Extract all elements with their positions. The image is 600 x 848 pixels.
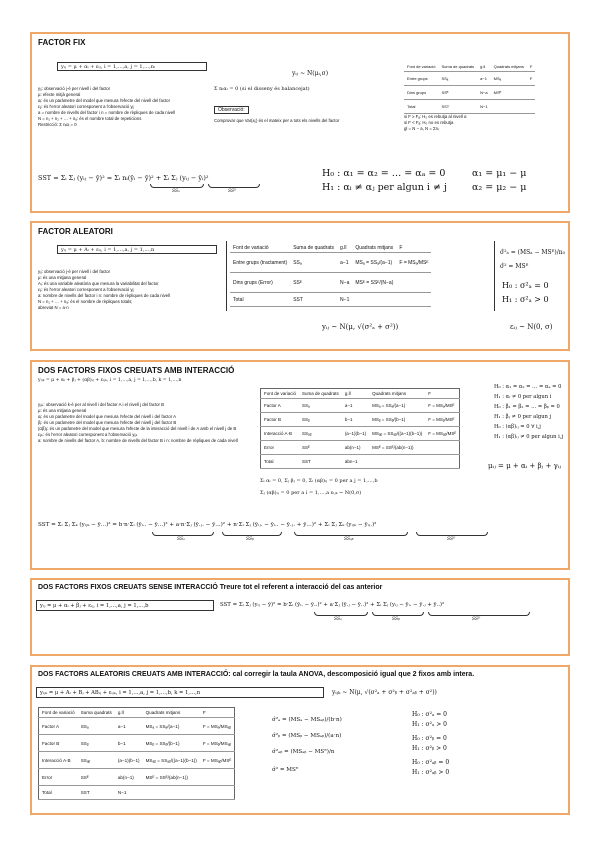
cell [396,293,431,307]
def-line: Restricció: Σ nᵢαᵢ = 0 [38,122,77,127]
underbrace-label: SSᵦ [246,537,254,542]
cell: SST [290,293,337,307]
th: Font de variació [39,708,78,718]
h1: H₁ : αᵢ ≠ αⱼ per algun i ≠ j [322,182,447,193]
cell [425,455,459,469]
section-title: FACTOR FIX [38,38,86,47]
cell: SSᵦ [78,735,115,752]
th: Font de variació [230,243,290,253]
def-line: yᵢⱼₖ: observació k-è per al nivell i del factor A i el nivell j del factor B [38,402,165,407]
table-row [404,72,535,86]
th: F [425,389,459,399]
cell: MSᴱ = SSᴱ/(N−a) [352,273,396,293]
table-row [39,718,235,735]
cell: Entre grups (tractament) [230,253,290,273]
th: Suma de quadrats [299,389,342,399]
restriction: Σᵢ αᵢ = 0, Σⱼ βⱼ = 0, Σᵢ (αβ)ᵢⱼ = 0 per a j = 1,…,b [260,478,378,484]
cell: Interacció A·B [261,427,300,441]
cell: F = MSₐ/MSᴱ [396,253,431,273]
cell: a−1 [115,718,143,735]
cell: F = MSₐᵦ/MSᴱ [200,752,235,769]
th: F [200,708,235,718]
restriction: Σⱼ (αβ)ᵢⱼ = 0 per a i = 1,…,a εᵢⱼₖ ~ N(0,σ) [260,490,362,496]
underbrace-label: SSᴱ [447,537,456,542]
cell: Interacció A·B [39,752,78,769]
table-row [404,86,535,100]
cell [425,441,459,455]
cell: Total [404,100,438,114]
cell: MSᵦ = SSᵦ/(b−1) [369,413,425,427]
cell: SSᴱ [438,86,477,100]
distribution: yᵢⱼₖ ~ N(μ, √(σ²ₐ + σ²ᵦ + σ²ₐᵦ + σ²)) [332,689,437,696]
th: g.ll [342,389,369,399]
cell: MSᴱ = SSᴱ/(ab(n−1)) [143,769,200,786]
table-row [261,413,460,427]
underbrace [222,532,282,536]
cell: F = MSₐ/MSₐᵦ [200,718,235,735]
h0: H₀ : α₁ = α₂ = … = αₐ = 0 [322,168,446,179]
underbrace-label: SSₐ [177,537,185,542]
cell: Dins grups [404,86,438,100]
cell: F = MSₐ/MSᴱ [425,399,459,413]
table-right-rule [494,241,495,311]
th: Font de variació [261,389,300,399]
table-row [261,455,460,469]
cell: Dins grups (Error) [230,273,290,293]
cell: N−a [477,86,490,100]
th: g.ll [477,62,490,72]
th: g.ll [337,243,352,253]
def-line: (αβ)ᵢⱼ: és un paràmetre del model que mesura l'efecte de la interacció del nivell i de A amb el nivell j de B [38,426,237,431]
anova-table [404,62,535,114]
cell: ab(n−1) [115,769,143,786]
cell: SSᴱ [290,273,337,293]
def-line: a: nombre de nivells del factor A, b: nombre de nivells del factor B i n: nombre de rèpliques de cada nivell [38,438,238,443]
h0: H₀ : σ²ₐ = 0 [502,281,549,290]
underbrace [428,612,530,616]
cell: Total [230,293,290,307]
cell: F [527,72,535,86]
model-equation: yᵢⱼₖ = μ + αᵢ + βⱼ + (αβ)ᵢⱼ + εᵢⱼₖ, i = 1,…,a, j = 1,…,b, k = 1,…,n [38,378,182,383]
def-line: εᵢⱼ: és l'error aleatori corresponent a l'observació yᵢⱼ [38,287,134,292]
underbrace [150,184,204,188]
error-distribution: εᵢⱼ ~ N(0, σ) [510,323,553,331]
table-row [39,752,235,769]
distribution: yᵢⱼ ~ N(μ, √(σ²ₐ + σ²)) [322,323,399,331]
cell: MSᴱ [491,86,527,100]
model-equation: yᵢⱼ = μ + αᵢ + εᵢⱼ, i = 1,…,a, j = 1,…,nᵢ [57,62,207,71]
cell: MSₐ [491,72,527,86]
rule-note: si F < Fₐ: H₀ no es rebutja [404,120,454,125]
table-row [39,735,235,752]
table-row [261,441,460,455]
def-line: yᵢⱼ: observació j-è per nivell i del factor [38,269,111,274]
def-line: N = n₁ + … + nₐ: és el nombre de rèpliques totals; [38,299,133,304]
hyp-line: H₁ : αᵢ ≠ 0 per algun i [494,394,552,400]
cell: Error [39,769,78,786]
cell: Factor A [39,718,78,735]
cell: a−1 [342,399,369,413]
th: Suma quadrats [78,708,115,718]
cell: SSᴱ [299,441,342,455]
def-line: a = nombre de nivells del factor i n = nombre de rèpliques de cada nivell [38,110,176,115]
underbrace [294,532,408,536]
hyp-line: H₀ : (αβ)ᵢⱼ = 0 ∀ i,j [494,424,541,430]
table-row [230,253,431,273]
section-factor-aleatori [30,221,570,351]
cell-mean: μᵢⱼ = μ + αᵢ + βⱼ + γᵢⱼ [488,462,562,470]
cell: MSₐ = SSₐ/(a−1) [352,253,396,273]
table-row [261,399,460,413]
cell: SST [78,786,115,800]
cell: Factor B [261,413,300,427]
cell: SSₐ [290,253,337,273]
cell: MSᴱ = SSᴱ/(ab(n−1)) [369,441,425,455]
cell: SSᴱ [78,769,115,786]
underbrace [416,532,488,536]
cell: ab(n−1) [342,441,369,455]
underbrace [208,184,260,188]
cell [200,769,235,786]
underbrace [152,532,214,536]
hyp-line: H₁ : βⱼ ≠ 0 per algun j [494,414,552,420]
table-left-rule [226,241,227,311]
hyp-line: H₀ : α₁ = α₂ = … = αₐ = 0 [494,384,562,390]
hyp-line: H₀ : σ²ₐ = 0 [412,711,447,718]
th: F [527,62,535,72]
hyp-line: H₀ : β₁ = β₂ = … = βᵦ = 0 [494,404,560,410]
cell: SSₐᵦ [299,427,342,441]
cell: a−1 [337,253,352,273]
th: Quadrats mitjans [369,389,425,399]
th: Quadrats mitjans [143,708,200,718]
model-equation: yᵢⱼ = μ + Aᵢ + εᵢⱼ, i = 1,…,a, j = 1,…,n [57,245,217,254]
cell: SSₐ [299,399,342,413]
underbrace [314,612,368,616]
underbrace-label: SSᴱ [228,189,237,194]
def-line: εᵢⱼ: és l'error aleatori corresponent a l'observació yᵢⱼ [38,104,134,109]
cell: (a−1)(b−1) [342,427,369,441]
table-row [404,100,535,114]
cell [527,100,535,114]
cell: Entre grups [404,72,438,86]
hyp-line: H₀ : σ²ₐᵦ = 0 [412,759,450,766]
cell: F = MSᵦ/MSₐᵦ [200,735,235,752]
section-factor-fix [30,32,570,213]
cell: SSₐᵦ [78,752,115,769]
def-line: yᵢⱼ: observació j-è per nivell i del factor [38,86,111,91]
hyp-line: H₀ : σ²ᵦ = 0 [412,735,447,742]
alpha-def: α₂ = μ₂ − μ [472,182,527,193]
cell [527,86,535,100]
cell [200,786,235,800]
variance-estimate: σ̂²ᵦ = (MSᵦ − MSₐᵦ)/(a·n) [272,733,342,739]
cell: MSₐ = SSₐ/(a−1) [369,399,425,413]
cell: N−1 [115,786,143,800]
hyp-line: H₁ : σ²ₐᵦ > 0 [412,769,450,776]
th: Quadrats mitjans [491,62,527,72]
section-title: FACTOR ALEATORI [38,227,113,236]
anova-table [260,388,460,469]
underbrace-label: SSᵦ [392,617,400,622]
variance-estimate: σ̂² = MSᴱ [500,263,529,270]
th: Font de variació [404,62,438,72]
section-dos-factors-amb-interaccio [30,360,570,570]
def-line: εᵢⱼₖ: és l'error aleatori corresponent a l'observació yᵢⱼₖ [38,432,138,437]
variance-estimate: σ̂²ₐ = (MSₐ − MSₐᵦ)/(b·n) [272,717,342,723]
cell [491,100,527,114]
table-row [39,786,235,800]
variance-estimate: σ̂²ₐ = (MSₐ − MSᴱ)/n₀ [500,249,566,256]
anova-table [230,243,431,307]
anova-table [38,707,235,800]
hyp-line: H₁ : σ²ᵦ > 0 [412,745,447,752]
cell: Factor A [261,399,300,413]
def-line: abreviat N = a·n [38,305,69,310]
def-line: αᵢ: és un paràmetre del model que mesura l'efecte del nivell del factor [38,98,171,103]
mean-equation: yᵢⱼ ~ N(μᵢ,σ) [292,70,329,77]
cell: MSₐ = SSₐ/(a−1) [143,718,200,735]
th: Quadrats mitjans [352,243,396,253]
rule-note: gl = N − a, N = Σnᵢ [404,126,439,131]
rule-note: si F ≥ Fₐ: H₀ es rebutja al nivell α [404,114,467,119]
section-dos-factors-sense-interaccio [30,578,570,656]
cell: Total [261,455,300,469]
cell: Factor B [39,735,78,752]
hyp-line: H₁ : (αβ)ᵢⱼ ≠ 0 per algun i,j [494,434,564,440]
section-title: DOS FACTORS FIXOS CREUATS AMB INTERACCIÓ [38,366,235,375]
h1: H₁ : σ²ₐ > 0 [502,295,549,304]
cell: SST [438,100,477,114]
cell: F = MSₐᵦ/MSᴱ [425,427,459,441]
observation-text: Comprovar que Var(εᵢⱼ) és el mateix per a tots els nivells del factor [214,118,340,123]
def-line: μ: efecte mitjà general [38,92,81,97]
cell: MSₐᵦ = SSₐᵦ/((a−1)(b−1)) [369,427,425,441]
underbrace [372,612,424,616]
def-line: a: nombre de nivells del factor i n: nombre de rèpliques de cada nivell [38,293,171,298]
cell [396,273,431,293]
table-row [230,273,431,293]
th: Suma de quadrats [290,243,337,253]
cell: a−1 [477,72,490,86]
def-line: Aᵢ: és una variable aleatòria que mesura la variabilitat del factor [38,281,159,286]
cell: N−a [337,273,352,293]
hyp-line: H₁ : σ²ₐ > 0 [412,721,447,728]
cell: SSₐ [438,72,477,86]
section-title: DOS FACTORS FIXOS CREUATS SENSE INTERACCIÓ Treure tot el referent a interacció del cas anterior [38,584,383,591]
model-equation: yᵢⱼ = μ + αᵢ + βⱼ + εᵢⱼ, i = 1,…,a, j = 1,…,b [36,600,214,611]
underbrace-label: SSₐᵦ [344,537,354,542]
cell: (a−1)(b−1) [115,752,143,769]
cell: SSₐ [78,718,115,735]
cell: MSₐᵦ = SSₐᵦ/((a−1)(b−1)) [143,752,200,769]
cell: N−1 [477,100,490,114]
table-row [39,769,235,786]
underbrace-label: SSₐ [334,617,342,622]
cell: Total [39,786,78,800]
th: g.ll [115,708,143,718]
def-line: μ: és una mitjana general [38,408,87,413]
cell: b−1 [115,735,143,752]
underbrace-label: SSᴱ [472,617,481,622]
cell: SST [299,455,342,469]
def-line: μ: és una mitjana general [38,275,87,280]
def-line: αᵢ: és un paràmetre del model que mesura l'efecte del nivell i del factor A [38,414,176,419]
observation-label: Observació: [214,106,249,114]
th: F [396,243,431,253]
cell: b−1 [342,413,369,427]
ss-decomposition: SST = Σᵢ Σⱼ (yᵢⱼ − ȳ)² = b·Σᵢ (ȳᵢ. − ȳ..)² + a·Σⱼ (ȳ.ⱼ − ȳ..)² + Σᵢ Σⱼ (yᵢⱼ − ȳᵢ. − ȳ.ⱼ + ȳ..)² [220,602,445,608]
alpha-def: α₁ = μ₁ − μ [472,168,527,179]
variance-estimate: σ̂² = MSᴱ [272,767,299,773]
cell: SSᵦ [299,413,342,427]
variance-estimate: σ̂²ₐᵦ = (MSₐᵦ − MSᴱ)/n [272,749,335,755]
th: Suma de quadrats [438,62,477,72]
def-line: N = n₁ + n₂ + … + nₐ: és el nombre total de repeticions [38,116,142,121]
balance-note: Σ nᵢαᵢ = 0 (si el disseny és balancejat) [214,86,310,92]
section-title: DOS FACTORS ALEATORIS CREUATS AMB INTERACCIÓ: cal corregir la taula ANOVA, descomposició igual que 2 fixos amb intera. [38,671,475,678]
cell: N−1 [337,293,352,307]
cell: MSᵦ = SSᵦ/(b−1) [143,735,200,752]
ss-decomposition: SST = Σᵢ Σⱼ Σₖ (yᵢⱼₖ − ȳ...)² = b·n·Σᵢ (ȳᵢ.. − ȳ...)² + a·n·Σⱼ (ȳ.ⱼ. − ȳ...)² + n·Σᵢ Σⱼ (ȳᵢⱼ. − ȳᵢ.. − ȳ.ⱼ. + ȳ...)² + Σᵢ Σⱼ Σₖ (yᵢⱼₖ − ȳᵢⱼ.)² [38,522,377,528]
table-row [230,293,431,307]
cell [369,455,425,469]
model-equation: yᵢⱼₖ = μ + Aᵢ + Bⱼ + ABᵢⱼ + εᵢⱼₖ, i = 1,…,a, j = 1,…,b, k = 1,…,n [36,687,324,698]
cell: F = MSᵦ/MSᴱ [425,413,459,427]
def-line: βⱼ: és un paràmetre del model que mesura l'efecte del nivell j del factor B [38,420,177,425]
cell [143,786,200,800]
section-dos-factors-aleatoris [30,665,570,815]
cell: abn−1 [342,455,369,469]
cell: Error [261,441,300,455]
underbrace-label: SSₐ [172,189,180,194]
cell [352,293,396,307]
ss-decomposition: SST = Σᵢ Σⱼ (yᵢⱼ − ȳ)² = Σᵢ nᵢ(ȳᵢ − ȳ)² + Σᵢ Σⱼ (yᵢⱼ − ȳᵢ)² [38,174,209,182]
table-row [261,427,460,441]
